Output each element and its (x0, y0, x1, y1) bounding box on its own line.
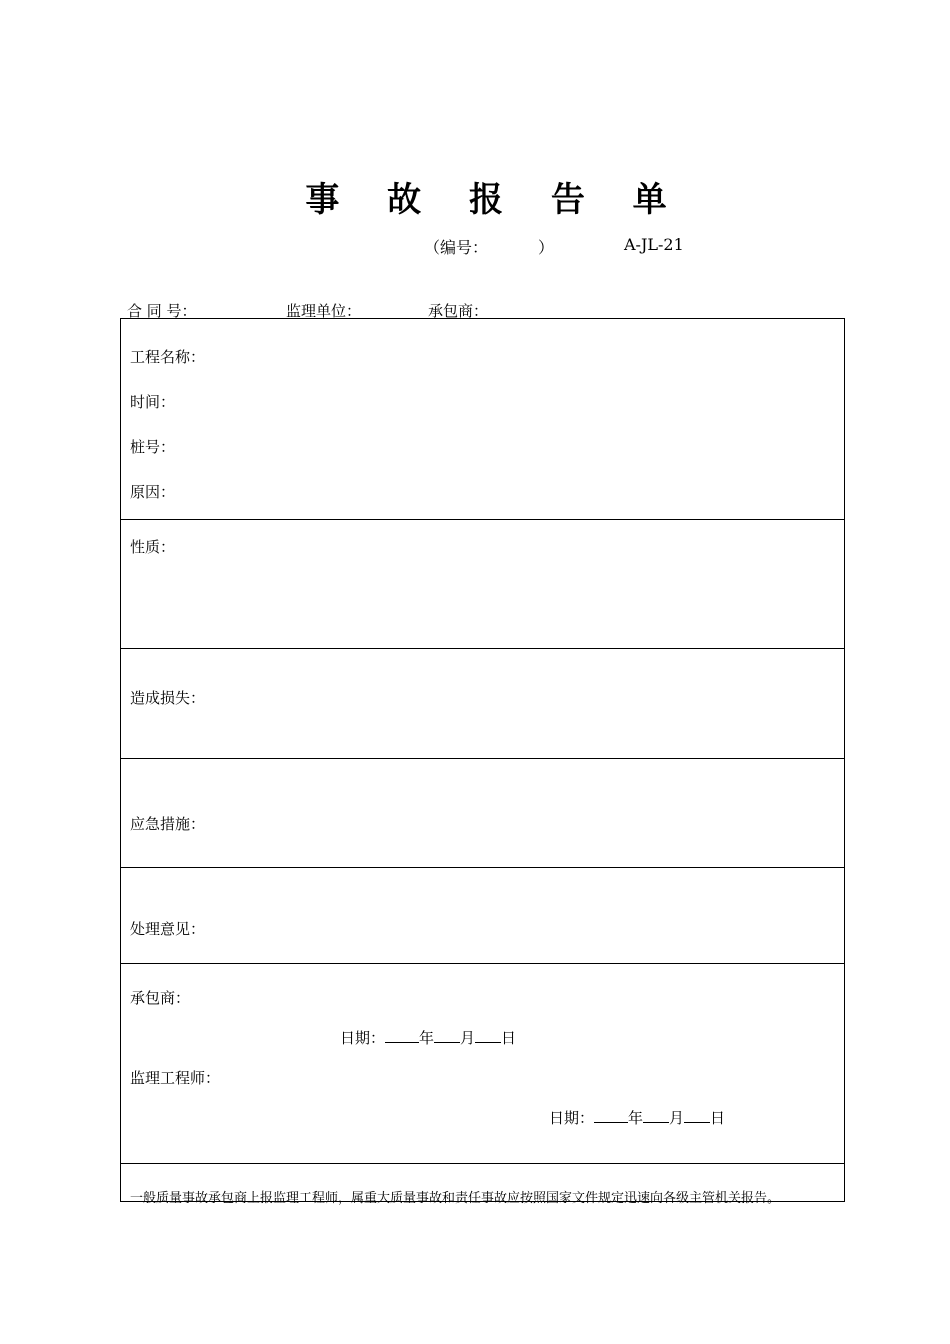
footer-note-section (121, 1164, 844, 1206)
signature-section (121, 964, 844, 1164)
nature-label: 性质： (130, 538, 176, 556)
engineer-sign-label: 监理工程师： (130, 1069, 221, 1087)
contract-number-label: 合 同 号： (127, 302, 197, 320)
number-open: （编号： (424, 238, 489, 257)
cause-label: 原因： (130, 483, 176, 501)
loss-label: 造成损失： (130, 689, 206, 707)
month-blank[interactable] (434, 1028, 460, 1043)
date-label: 日期： (340, 1029, 386, 1047)
year-blank[interactable] (594, 1108, 628, 1123)
number-close: ） (538, 238, 555, 257)
time-label: 时间： (130, 393, 176, 411)
day-label: 日 (501, 1029, 517, 1047)
report-form (120, 318, 845, 1206)
contractor-header-label: 承包商： (428, 302, 489, 320)
footer-note: 一般质量事故承包商上报监理工程师，属重大质量事故和责任事故应按照国家文件规定迅速向各级主管机关报告。 (130, 1191, 781, 1206)
loss-section (121, 649, 844, 759)
nature-section (121, 520, 844, 649)
project-name-label: 工程名称： (130, 348, 206, 366)
contractor-date-line (340, 1027, 516, 1048)
supervisor-unit-label: 监理单位： (286, 302, 362, 320)
emergency-measures-label: 应急措施： (130, 815, 206, 833)
day-label: 日 (710, 1109, 726, 1127)
contractor-sign-label: 承包商： (130, 989, 191, 1007)
year-blank[interactable] (385, 1028, 419, 1043)
day-blank[interactable] (684, 1108, 710, 1123)
page-title: 事 故 报 告 单 (305, 180, 685, 220)
opinion-section (121, 868, 844, 964)
stake-number-label: 桩号： (130, 438, 176, 456)
form-code: A-JL-21 (624, 235, 684, 254)
month-label: 月 (460, 1029, 476, 1047)
year-label: 年 (419, 1029, 435, 1047)
month-blank[interactable] (643, 1108, 669, 1123)
emergency-section (121, 759, 844, 868)
day-blank[interactable] (475, 1028, 501, 1043)
engineer-date-line (549, 1107, 725, 1128)
year-label: 年 (628, 1109, 644, 1127)
handling-opinion-label: 处理意见： (130, 920, 206, 938)
basic-info-section (121, 319, 844, 520)
month-label: 月 (669, 1109, 685, 1127)
date-label: 日期： (549, 1109, 595, 1127)
